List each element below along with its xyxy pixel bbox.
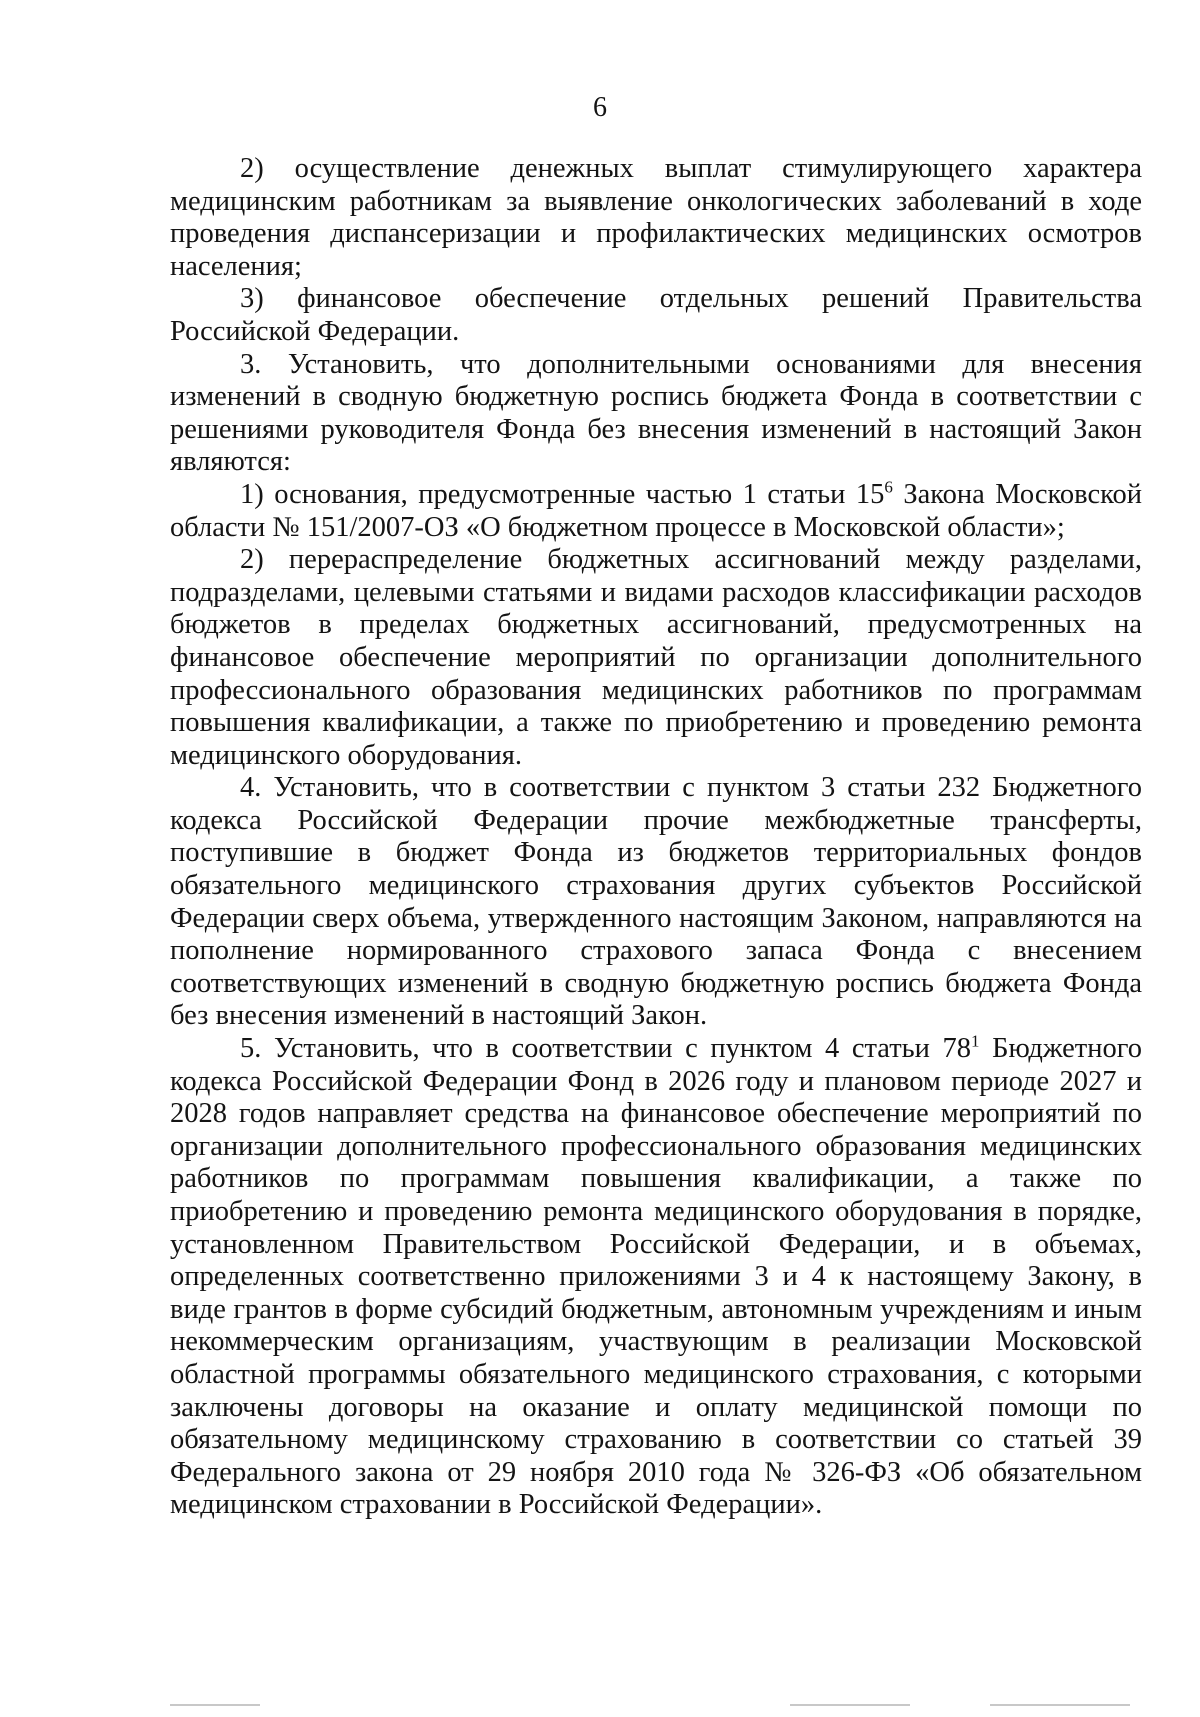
paragraph-text-before-superscript: 1) основания, предусмотренные частью 1 статьи 15: [240, 478, 885, 510]
paragraph-section-5: [170, 1033, 1142, 1522]
paragraph-section-3: 3. Установить, что дополнительными основаниями для внесения изменений в сводную бюджетную роспись бюджета Фонда в соответствии с решениями руководителя Фонда без внесения изменений в настоящий Закон являются:: [170, 348, 1142, 478]
paragraph-section-4: 4. Установить, что в соответствии с пунктом 3 статьи 232 Бюджетного кодекса Российской Федерации прочие межбюджетные трансферты, поступившие в бюджет Фонда из бюджетов территориальных фондов обязательного медицинского страхования других субъектов Российской Федерации сверх объема, утвержденного настоящим Законом, направляются на пополнение нормированного страхового запаса Фонда с внесением соответствующих изменений в сводную бюджетную роспись бюджета Фонда без внесения изменений в настоящий Закон.: [170, 772, 1142, 1032]
paragraph-text-after-superscript: Закона Московской области № 151/2007-ОЗ «О бюджетном процессе в Московской области»;: [170, 478, 1143, 543]
page-number: 6: [593, 92, 607, 123]
paragraph-item-3: 3) финансовое обеспечение отдельных решений Правительства Российской Федерации.: [170, 283, 1142, 347]
superscript-marker: 6: [884, 477, 893, 497]
scan-artifact-line: [990, 1704, 1130, 1706]
superscript-marker: 1: [971, 1031, 980, 1051]
paragraph-text-after-superscript: Бюджетного кодекса Российской Федерации Фонд в 2026 году и плановом периоде 2027 и 2028 годов направляет средства на финансовое обеспечение мероприятий по организации дополнительного профессионального образования медицинских работников по программам повышения квалификации, а также по приобретению и проведению ремонта медицинского оборудования в порядке, установленном Правительством Российской Федерации, и в объемах, определенных соответственно приложениями 3 и 4 к настоящему Закону, в виде грантов в форме субсидий бюджетным, автономным учреждениям и иным некоммерческим организациям, участвующим в реализации Московской областной программы обязательного медицинского страхования, с которыми заключены договоры на оказание и оплату медицинской помощи по обязательному медицинскому страхованию в соответствии со статьей 39 Федерального закона от 29 ноября 2010 года № 326-ФЗ «Об обязательном медицинском страховании в Российской Федерации».: [170, 1033, 1142, 1521]
scan-artifact-line: [170, 1704, 260, 1706]
paragraph-text-before-superscript: 5. Установить, что в соответствии с пунктом 4 статьи 78: [240, 1033, 972, 1065]
document-body: [170, 153, 1142, 1522]
paragraph-section-3-item-1: [170, 479, 1142, 544]
paragraph-section-3-item-2: 2) перераспределение бюджетных ассигнований между разделами, подразделами, целевыми статьями и видами расходов классификации расходов бюджетов в пределах бюджетных ассигнований, предусмотренных на финансовое обеспечение мероприятий по организации дополнительного профессионального образования медицинских работников по программам повышения квалификации, а также по приобретению и проведению ремонта медицинского оборудования.: [170, 544, 1142, 771]
paragraph-item-2: 2) осуществление денежных выплат стимулирующего характера медицинским работникам за выявление онкологических заболеваний в ходе проведения диспансеризации и профилактических медицинских осмотров населения;: [170, 153, 1142, 282]
scan-artifact-line: [790, 1704, 910, 1706]
